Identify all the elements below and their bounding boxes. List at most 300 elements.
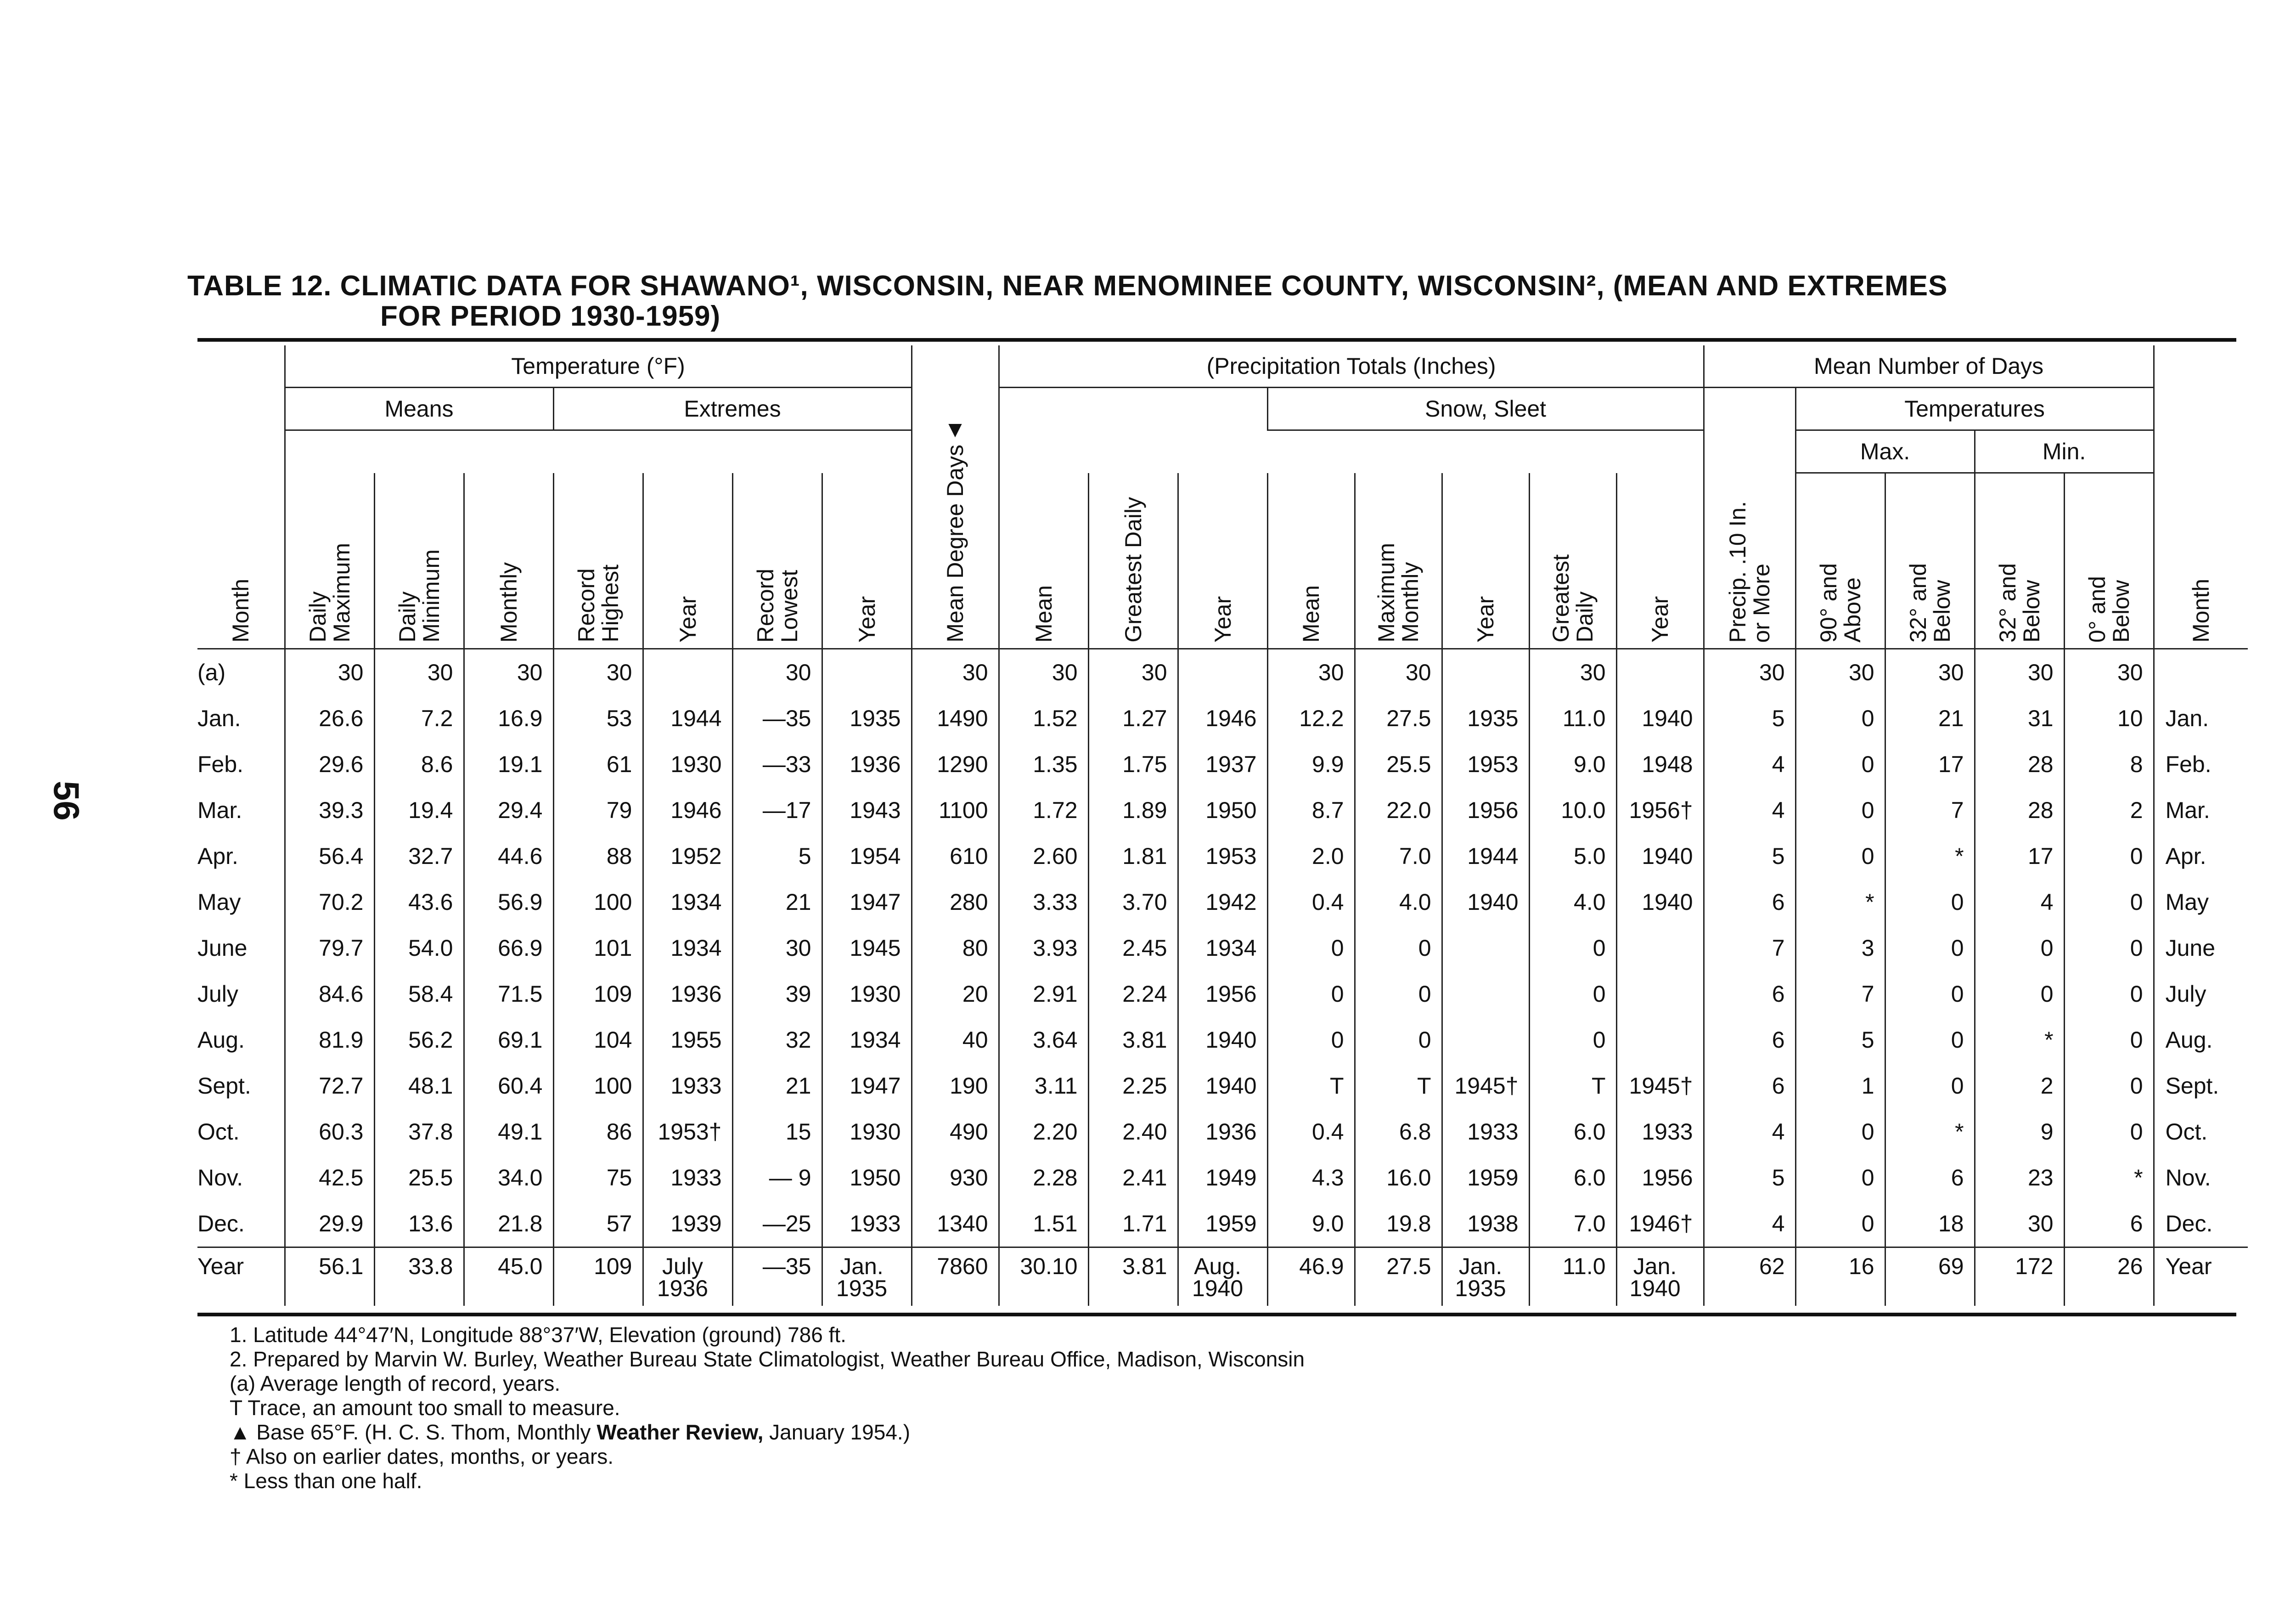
table-cell: 1934 [643,925,732,971]
table-cell: 2.0 [1267,833,1355,879]
table-cell: 29.4 [464,787,553,833]
title-line-1: TABLE 12. CLIMATIC DATA FOR SHAWANO¹, WISCONSIN, NEAR MENOMINEE COUNTY, WISCONSIN², (MEAN AND EXTREMES [187,270,1948,302]
table-cell: 1.52 [999,695,1088,741]
table-cell: 6.0 [1529,1109,1616,1155]
table-cell: 1936 [1178,1109,1267,1155]
table-cell: 0 [1355,971,1442,1017]
table-cell: 1945† [1616,1063,1704,1109]
table-cell: T [1267,1063,1355,1109]
table-cell: 21.8 [464,1201,553,1247]
table-cell [643,1247,732,1306]
table-cell: 30 [912,649,999,696]
table-cell: 1933 [1616,1109,1704,1155]
table-cell: 5 [1704,1155,1795,1201]
col-year-low: Year [822,473,912,649]
footnotes [230,1323,1305,1493]
row-month-label-right: Sept. [2154,1063,2248,1109]
table-cell: 5 [732,833,822,879]
row-month-label-right [2154,649,2248,696]
table-cell: 16 [1795,1247,1885,1306]
table-cell: 0 [2064,971,2154,1017]
table-cell: 79.7 [285,925,374,971]
cell-line: 1940 [1629,1275,1681,1301]
table-cell: 8.6 [374,741,464,787]
table-cell: 6 [1885,1155,1975,1201]
table-cell: 1940 [1616,695,1704,741]
table-cell: 30 [732,925,822,971]
table-cell: 56.9 [464,879,553,925]
table-cell: 1956 [1442,787,1529,833]
table-cell: 8.7 [1267,787,1355,833]
row-month-label: (a) [197,660,226,685]
footnote-base: ▲ Base 65°F. (H. C. S. Thom, Monthly Weather Review, January 1954.) [230,1420,911,1444]
table-cell: 1936 [822,741,912,787]
table-cell: 1933 [822,1201,912,1247]
table-cell: 0 [1795,1109,1885,1155]
table-cell: 1933 [643,1155,732,1201]
table-cell: 1930 [643,741,732,787]
table-cell: 34.0 [464,1155,553,1201]
table-cell: 4 [1704,1201,1795,1247]
table-cell: 1948 [1616,741,1704,787]
col-record-high: Record Highest [553,473,643,649]
table-cell: 60.3 [285,1109,374,1155]
table-cell: 1934 [1178,925,1267,971]
table-cell: —25 [732,1201,822,1247]
table-cell: —35 [732,1247,822,1306]
table-cell: 1950 [1178,787,1267,833]
table-cell: 0 [1885,971,1975,1017]
table-cell: 4.0 [1355,879,1442,925]
table-row [197,971,2248,1017]
table-cell: 4 [1704,787,1795,833]
table-cell: 0 [1267,971,1355,1017]
row-month-label: June [197,935,248,961]
table-cell: 0 [2064,1017,2154,1063]
table-cell [1178,649,1267,696]
table-cell: 10 [2064,695,2154,741]
group-mean-days: Mean Number of Days [1704,345,2154,388]
table-cell: 2.91 [999,971,1088,1017]
table-cell: 30 [732,649,822,696]
row-month-label-right: Nov. [2154,1155,2248,1201]
table-cell: 16.9 [464,695,553,741]
table-cell: 4 [1704,1109,1795,1155]
table-cell: 1946 [643,787,732,833]
table-cell: 39 [732,971,822,1017]
table-cell: 33.8 [374,1247,464,1306]
footnote-a: (a) Average length of record, years. [230,1371,561,1395]
col-snow-year: Year [1442,473,1529,649]
group-precip: (Precipitation Totals (Inches) [999,345,1704,388]
table-cell: 18 [1885,1201,1975,1247]
cell-line: Jan. [1633,1253,1677,1279]
table-cell: 1.27 [1088,695,1178,741]
table-cell: 32 [732,1017,822,1063]
table-cell: 1949 [1178,1155,1267,1201]
table-cell: 5.0 [1529,833,1616,879]
table-cell: 1947 [822,1063,912,1109]
table-cell: 6 [1704,971,1795,1017]
table-cell: 0 [1885,1017,1975,1063]
table-cell: 4 [1975,879,2064,925]
table-row [197,1017,2248,1063]
page-number: 56 [46,781,87,821]
table-cell: 0 [1975,971,2064,1017]
row-month-label: Nov. [197,1165,243,1191]
table-cell: 61 [553,741,643,787]
table-cell: 26 [2064,1247,2154,1306]
table-cell: 30 [1885,649,1975,696]
col-month: Month [197,473,285,649]
table-cell: 30 [1088,649,1178,696]
table-cell: 1950 [822,1155,912,1201]
table-cell [1178,1247,1267,1306]
col-snow-year2: Year [1616,473,1704,649]
table-cell: 1942 [1178,879,1267,925]
table-cell: 1.72 [999,787,1088,833]
footnote-1: 1. Latitude 44°47′N, Longitude 88°37′W, Elevation (ground) 786 ft. [230,1323,846,1347]
table-cell: 29.6 [285,741,374,787]
table-cell: 30 [1704,649,1795,696]
row-month-label: Sept. [197,1073,251,1099]
table-cell: 1.81 [1088,833,1178,879]
table-cell: 1947 [822,879,912,925]
table-row [197,1109,2248,1155]
table-cell [1442,649,1529,696]
row-month-label-right: Dec. [2154,1201,2248,1247]
table-cell: 15 [732,1109,822,1155]
row-month-label-right: May [2154,879,2248,925]
table-cell: 0 [1975,925,2064,971]
table-cell: 56.1 [285,1247,374,1306]
table-cell: 30 [374,649,464,696]
table-row [197,649,2248,696]
table-cell: 2.25 [1088,1063,1178,1109]
table-cell: 1956† [1616,787,1704,833]
table-cell: * [1885,1109,1975,1155]
group-min: Min. [1975,430,2154,473]
table-cell: 17 [1885,741,1975,787]
table-cell: 1935 [822,695,912,741]
table-cell: 5 [1795,1017,1885,1063]
row-month-label: Year [197,1247,285,1306]
table-cell: 1954 [822,833,912,879]
table-cell: 0 [1355,1017,1442,1063]
table-cell: 1933 [1442,1109,1529,1155]
cell-line: Jan. [1458,1253,1503,1279]
table-cell: 3.81 [1088,1247,1178,1306]
table-row [197,925,2248,971]
table-cell: 0 [1885,879,1975,925]
table-cell: 49.1 [464,1109,553,1155]
table-cell: 1940 [1616,833,1704,879]
table-cell: 1 [1795,1063,1885,1109]
table-cell: 6.0 [1529,1155,1616,1201]
table-cell: 0 [2064,1063,2154,1109]
table-cell: 46.9 [1267,1247,1355,1306]
table-cell: 30 [1975,649,2064,696]
table-cell: 2.40 [1088,1109,1178,1155]
table-cell: 9.9 [1267,741,1355,787]
table-cell: 1340 [912,1201,999,1247]
table-cell: 66.9 [464,925,553,971]
table-cell: 1.35 [999,741,1088,787]
table-cell: 28 [1975,741,2064,787]
table-cell: 6 [1704,879,1795,925]
year-row [197,1247,2248,1306]
table-cell: 69 [1885,1247,1975,1306]
footnote-2: 2. Prepared by Marvin W. Burley, Weather Bureau State Climatologist, Weather Bureau Office, Madison, Wisconsin [230,1347,1305,1371]
table-cell: 109 [553,971,643,1017]
table-cell: 9.0 [1529,741,1616,787]
table-cell: 1944 [1442,833,1529,879]
table-cell: 70.2 [285,879,374,925]
table-cell: 1100 [912,787,999,833]
group-max: Max. [1795,430,1975,473]
table-cell: 4.0 [1529,879,1616,925]
table-cell: 172 [1975,1247,2064,1306]
table-cell: 1934 [643,879,732,925]
table-cell: 79 [553,787,643,833]
table-cell: 26.6 [285,695,374,741]
table-row [197,1201,2248,1247]
table-cell: 72.7 [285,1063,374,1109]
table-cell: * [1795,879,1885,925]
table-cell: 6 [2064,1201,2154,1247]
table-cell: 104 [553,1017,643,1063]
cell-line: Jan. [840,1253,884,1279]
table-cell: 1945† [1442,1063,1529,1109]
table-cell: 11.0 [1529,1247,1616,1306]
row-month-label: Oct. [197,1119,240,1145]
table-cell: 0 [1795,787,1885,833]
table-cell: 2 [1975,1063,2064,1109]
row-month-label-right: Oct. [2154,1109,2248,1155]
table-cell: 30 [1795,649,1885,696]
bottom-rule [197,1313,2236,1316]
table-cell [822,649,912,696]
cell-line: 1935 [1455,1275,1506,1301]
table-cell: 101 [553,925,643,971]
table-cell: 27.5 [1355,695,1442,741]
row-month-label: Aug. [197,1027,245,1053]
table-cell: 610 [912,833,999,879]
table-cell: 7 [1885,787,1975,833]
row-month-label: Feb. [197,751,244,777]
group-temperatures: Temperatures [1795,388,2154,430]
cell-line: 1936 [657,1275,709,1301]
table-cell: 23 [1975,1155,2064,1201]
table-cell: 30 [1975,1201,2064,1247]
table-cell [1616,925,1704,971]
table-cell: T [1529,1063,1616,1109]
cell-line: 1935 [836,1275,888,1301]
group-temperature: Temperature (°F) [285,345,912,388]
cell-line: July [662,1253,703,1279]
table-cell: 2.60 [999,833,1088,879]
table-cell: 1934 [822,1017,912,1063]
footnote-trace: T Trace, an amount too small to measure. [230,1396,620,1420]
table-cell: 19.1 [464,741,553,787]
table-cell: 10.0 [1529,787,1616,833]
table-cell: 0 [1529,925,1616,971]
table-cell: 21 [732,1063,822,1109]
table-cell: 28 [1975,787,2064,833]
table-cell: 1290 [912,741,999,787]
table-cell: 1944 [643,695,732,741]
table-cell: 1936 [643,971,732,1017]
table-cell: 86 [553,1109,643,1155]
table-cell [1442,925,1529,971]
table-cell: 4.3 [1267,1155,1355,1201]
row-month-label-right: Mar. [2154,787,2248,833]
table-cell: 6.8 [1355,1109,1442,1155]
table-cell: 69.1 [464,1017,553,1063]
table-cell: 109 [553,1247,643,1306]
table-cell: 75 [553,1155,643,1201]
table-cell: 29.9 [285,1201,374,1247]
table-cell: 1940 [1178,1063,1267,1109]
table-cell: 7 [1704,925,1795,971]
col-degree-days: Mean Degree Days▲ [912,345,999,649]
table-cell: 44.6 [464,833,553,879]
table-cell: 30 [2064,649,2154,696]
table-cell: 0 [2064,1109,2154,1155]
table-cell: 25.5 [1355,741,1442,787]
table-cell: 0 [1795,695,1885,741]
table-row [197,695,2248,741]
table-cell: 3.81 [1088,1017,1178,1063]
table-cell: 1935 [1442,695,1529,741]
table-cell [1442,1017,1529,1063]
table-cell: 6 [1704,1017,1795,1063]
table-cell: 2 [2064,787,2154,833]
col-monthly: Monthly [464,473,553,649]
footnote-star: * Less than one half. [230,1469,422,1493]
table-cell: 280 [912,879,999,925]
table-cell: 57 [553,1201,643,1247]
table-row [197,787,2248,833]
table-cell [1616,971,1704,1017]
footnote-dagger: † Also on earlier dates, months, or years. [230,1445,614,1468]
table-cell: 490 [912,1109,999,1155]
title-line-2: FOR PERIOD 1930-1959) [380,300,721,332]
cell-line: Aug. [1194,1253,1241,1279]
col-greatest-daily: Greatest Daily [1088,473,1178,649]
table-cell: 84.6 [285,971,374,1017]
col-snow-greatest-daily: Greatest Daily [1529,473,1616,649]
table-cell: 0 [1267,1017,1355,1063]
table-cell: 12.2 [1267,695,1355,741]
table-cell: 1.71 [1088,1201,1178,1247]
table-row [197,1155,2248,1201]
table-cell: 1946 [1178,695,1267,741]
group-snow: Snow, Sleet [1267,388,1704,430]
row-month-label-right: Jan. [2154,695,2248,741]
table-cell: 7.2 [374,695,464,741]
table-cell: 30 [999,649,1088,696]
table-cell: 1952 [643,833,732,879]
group-extremes: Extremes [553,388,912,430]
table-cell: 80 [912,925,999,971]
table-cell: —33 [732,741,822,787]
table-cell: 1930 [822,1109,912,1155]
row-month-label: Mar. [197,797,242,823]
row-month-label: Dec. [197,1211,245,1236]
table-cell: 0 [2064,925,2154,971]
table-cell [1616,1017,1704,1063]
table-cell: 0 [1529,1017,1616,1063]
table-cell: 5 [1704,833,1795,879]
row-month-label: May [197,889,241,915]
table-cell: 0.4 [1267,879,1355,925]
table-cell: 1945 [822,925,912,971]
col-precip-days: Precip. .10 In. or More [1704,473,1795,649]
col-0-below: 0° and Below [2064,473,2154,649]
table-cell: 1946† [1616,1201,1704,1247]
table-cell: 19.8 [1355,1201,1442,1247]
table-cell: —17 [732,787,822,833]
climate-table [197,345,2248,1306]
table-cell: 22.0 [1355,787,1442,833]
table-cell: 190 [912,1063,999,1109]
cell-line: 1940 [1192,1275,1244,1301]
col-year-high: Year [643,473,732,649]
table-cell: 11.0 [1529,695,1616,741]
table-body [197,649,2248,1306]
table-cell: * [2064,1155,2154,1201]
table-cell: 2.41 [1088,1155,1178,1201]
table-cell: 1930 [822,971,912,1017]
table-cell: 0.4 [1267,1109,1355,1155]
table-cell: 1.75 [1088,741,1178,787]
table-cell: 0 [1795,1155,1885,1201]
table-cell: 1940 [1178,1017,1267,1063]
table-cell: 30 [285,649,374,696]
table-cell: 32.7 [374,833,464,879]
table-cell: 30 [553,649,643,696]
table-cell: 4 [1704,741,1795,787]
col-record-low: Record Lowest [732,473,822,649]
table-cell: 3.70 [1088,879,1178,925]
table-cell [1616,649,1704,696]
table-cell: 71.5 [464,971,553,1017]
table-cell: 3.11 [999,1063,1088,1109]
table-cell: 1956 [1616,1155,1704,1201]
table-cell: 1956 [1178,971,1267,1017]
table-cell: 81.9 [285,1017,374,1063]
col-90-above: 90° and Above [1795,473,1885,649]
table-cell: 48.1 [374,1063,464,1109]
table-row [197,833,2248,879]
table-cell: —35 [732,695,822,741]
table-cell: 1938 [1442,1201,1529,1247]
table-cell: 5 [1704,695,1795,741]
table-row [197,741,2248,787]
table-cell: 45.0 [464,1247,553,1306]
table-row [197,879,2248,925]
table-cell: 88 [553,833,643,879]
table-cell: 1955 [643,1017,732,1063]
table-cell: 40 [912,1017,999,1063]
col-daily-max: Daily Maximum [285,473,374,649]
row-month-label-right: July [2154,971,2248,1017]
table-cell: T [1355,1063,1442,1109]
blank-corner [197,345,285,388]
table-cell: 53 [553,695,643,741]
table-cell: 0 [1885,925,1975,971]
